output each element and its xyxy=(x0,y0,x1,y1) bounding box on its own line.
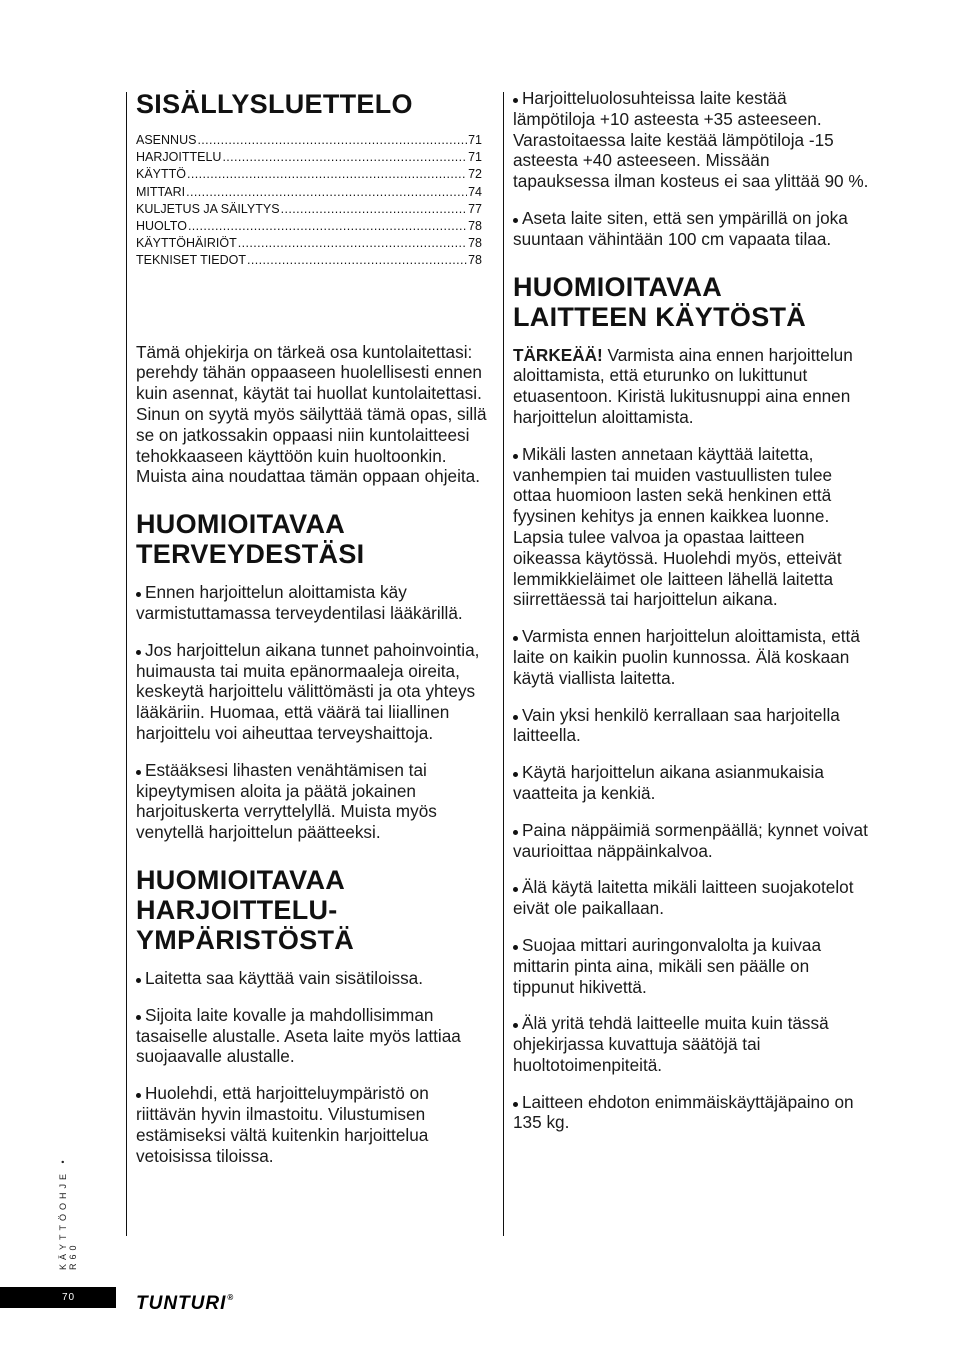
bullet-icon xyxy=(136,592,141,597)
toc-item[interactable]: KULJETUS JA SÄILYTYS ..... 77 xyxy=(136,201,482,218)
bullet-icon xyxy=(513,887,518,892)
bullet-icon xyxy=(513,98,518,103)
toc-item[interactable]: HARJOITTELU ..... 71 xyxy=(136,149,482,166)
bullet-icon xyxy=(136,770,141,775)
bullet-icon xyxy=(513,1023,518,1028)
left-column xyxy=(136,88,488,1166)
toc-item[interactable]: ASENNUS ..... 71 xyxy=(136,132,482,149)
list-item: Mikäli lasten annetaan käyttää laitetta, vanhempien tai muiden vastuullisten tulee ottaa huomioon lasten sekä henkinen että fyysinen kehitys ja ennen kaikkea luonne. Lapsia tulee valvoa ja opastaa laitteen oikeassa käytössä. Huolehdi myös, etteivät lemmikkieläimet ole laitteen lähellä laitetta siirrettäessä tai harjoittelun aikana. xyxy=(513,443,842,610)
tunturi-logo: TUNTURI® xyxy=(136,1293,235,1314)
usage-heading: HUOMIOITAVAA LAITTEEN KÄYTÖSTÄ xyxy=(513,271,807,332)
important-note: TÄRKEÄÄ! Varmista aina ennen harjoittelun aloittamista, että eturunko on lukittunut etuasentoon. Kiristä lukitusnuppi aina ennen harjoittelun aloittamista. xyxy=(513,344,853,427)
list-item: Aseta laite siten, että sen ympärillä on joka suuntaan vähintään 100 cm vapaata tilaa. xyxy=(513,207,848,249)
toc-item[interactable]: KÄYTTÖ ..... 72 xyxy=(136,166,482,183)
page-number: 70 xyxy=(62,1292,76,1303)
environment-heading: HUOMIOITAVAA HARJOITTELU- YMPÄRISTÖSTÄ xyxy=(136,864,355,955)
side-running-title: KÄYTTÖOHJE • R60 xyxy=(58,1156,78,1270)
column-rule-left xyxy=(126,92,127,1236)
right-column xyxy=(513,88,869,1133)
list-item: Huolehdi, että harjoitteluympäristö on riittävän hyvin ilmastoitu. Vilustumisen estämiseksi vältä kuitenkin harjoittelua vetoisissa tiloissa. xyxy=(136,1083,429,1166)
bullet-icon xyxy=(513,945,518,950)
toc-item[interactable]: TEKNISET TIEDOT ..... 78 xyxy=(136,252,482,269)
bullet-icon xyxy=(513,772,518,777)
bullet-icon xyxy=(513,715,518,720)
bullet-icon xyxy=(513,636,518,641)
list-item: Älä yritä tehdä laitteelle muita kuin tässä ohjekirjassa kuvattuja säätöjä tai huoltotoimenpiteitä. xyxy=(513,1013,829,1075)
bullet-icon xyxy=(136,1093,141,1098)
list-item: Paina näppäimiä sormenpäällä; kynnet voivat vaurioittaa näppäinkalvoa. xyxy=(513,819,868,861)
list-item: Käytä harjoittelun aikana asianmukaisia vaatteita ja kenkiä. xyxy=(513,762,824,803)
footer-bar xyxy=(0,1287,116,1308)
toc-title: SISÄLLYSLUETTELO xyxy=(136,89,413,119)
list-item: Sijoita laite kovalle ja mahdollisimman tasaiselle alustalle. Aseta laite myös lattiaa suojaavalle alustalle. xyxy=(136,1004,461,1067)
list-item: Vain yksi henkilö kerrallaan saa harjoitella laitteella. xyxy=(513,704,840,746)
list-item: Varmista ennen harjoittelun aloittamista, että laite on kaikin puolin kunnossa. Älä koskaan käytä viallista laitetta. xyxy=(513,626,860,688)
health-heading: HUOMIOITAVAA TERVEYDESTÄSI xyxy=(136,509,365,570)
toc-item[interactable]: MITTARI ..... 74 xyxy=(136,184,482,201)
bullet-icon xyxy=(513,1102,518,1107)
bullet-icon xyxy=(513,218,518,223)
intro-paragraph: Tämä ohjekirja on tärkeä osa kuntolaitettasi: perehdy tähän oppaaseen huolellisesti ennen kuin asennat, käytät tai huollat kuntolaitettasi. Sinun on syytä myös säilyttää tämä opas, sillä se on jatkossakin oppaasi niin kuntolaitteesi tehokkaaseen käyttöön kuin huoltoonkin. Muista aina noudattaa tämän oppaan ohjeita. xyxy=(136,341,487,487)
list-item: Älä käytä laitetta mikäli laitteen suojakotelot eivät ole paikallaan. xyxy=(513,877,854,919)
toc-item[interactable]: KÄYTTÖHÄIRIÖT ..... 78 xyxy=(136,235,482,252)
bullet-icon xyxy=(513,830,518,835)
list-item: Estääksesi lihasten venähtämisen tai kipeytymisen aloita ja päätä jokainen harjoituskerta verryttelyllä. Muista myös venytellä harjoittelun päätteeksi. xyxy=(136,759,437,843)
bullet-icon xyxy=(136,1015,141,1020)
list-item: Jos harjoittelun aikana tunnet pahoinvointia, huimausta tai muita epänormaaleja oireita, keskeytä harjoittelu välittömästi ja ota yhteys lääkäriin. Huomaa, että väärä tai liiallinen harjoittelu voi aiheuttaa terveyshaittoja. xyxy=(136,639,480,743)
list-item: Harjoitteluolosuhteissa laite kestää lämpötiloja +10 asteesta +35 asteeseen. Varastoitaessa laite kestää lämpötiloja -15 asteesta +40 asteeseen. Missään tapauksessa ilman kosteus ei saa ylittää 90 %. xyxy=(513,88,869,192)
column-rule-right xyxy=(503,92,504,1236)
toc-item[interactable]: HUOLTO ..... 78 xyxy=(136,218,482,235)
bullet-icon xyxy=(136,978,141,983)
table-of-contents xyxy=(136,132,488,270)
bullet-icon xyxy=(136,650,141,655)
list-item: Laitetta saa käyttää vain sisätiloissa. xyxy=(136,968,488,989)
list-item: Suojaa mittari auringonvalolta ja kuivaa mittarin pinta aina, mikäli sen päälle on tippunut hikivettä. xyxy=(513,934,822,997)
bullet-icon xyxy=(513,454,518,459)
list-item: Ennen harjoittelun aloittamista käy varmistuttamassa terveydentilasi lääkärillä. xyxy=(136,582,463,623)
list-item: Laitteen ehdoton enimmäiskäyttäjäpaino on 135 kg. xyxy=(513,1091,854,1133)
